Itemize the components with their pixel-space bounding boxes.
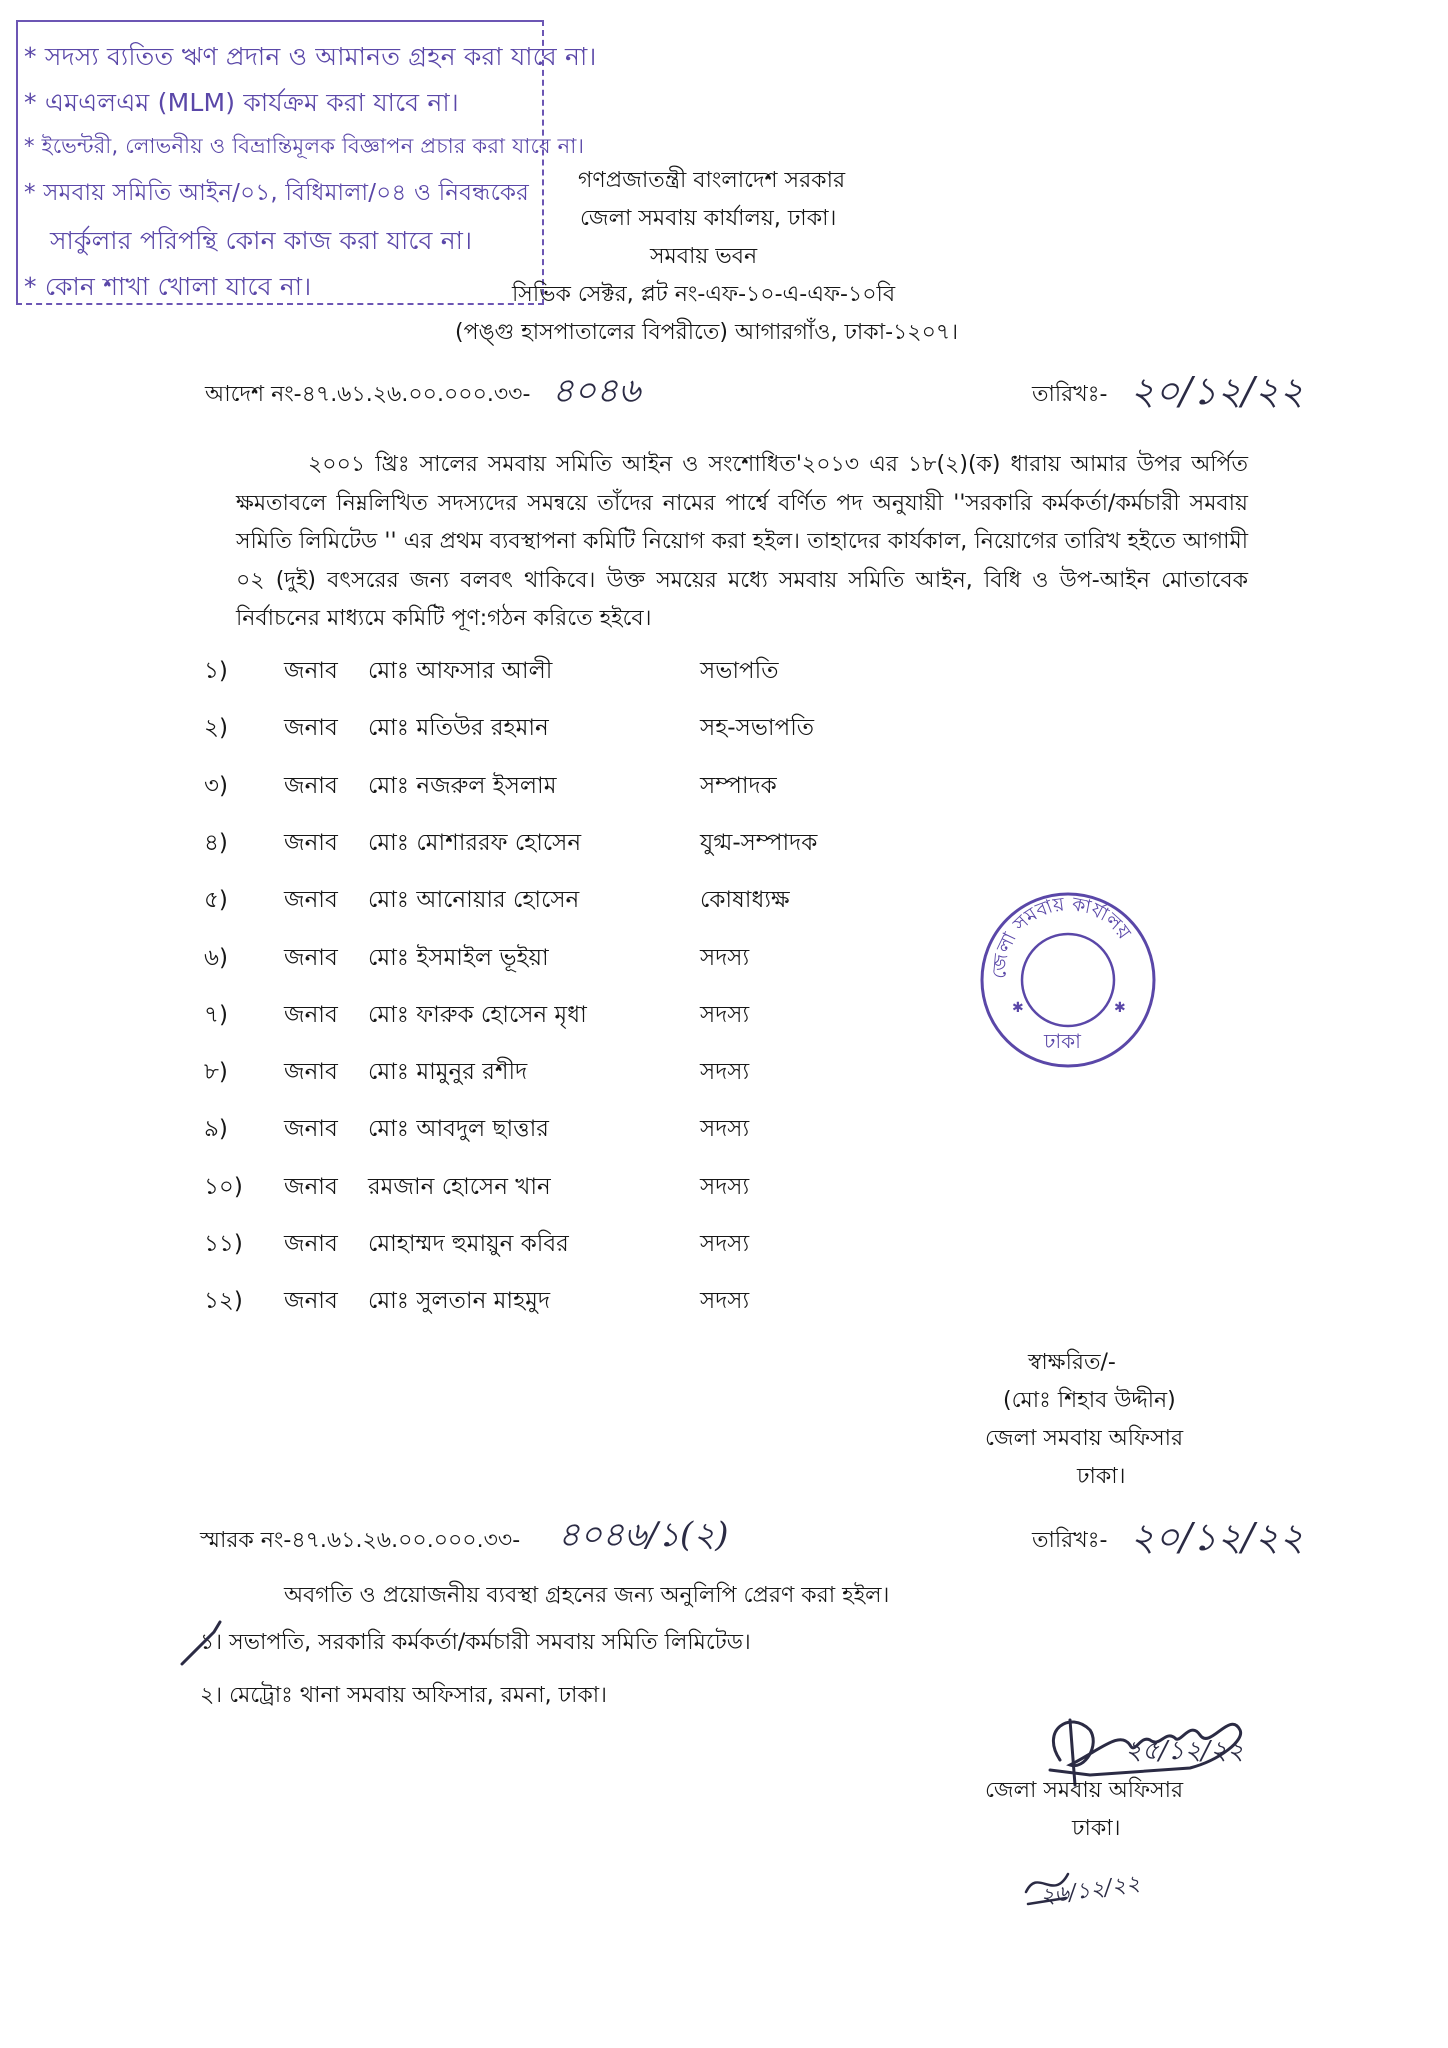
member-name: মোঃ মোশাররফ হোসেন (368, 829, 582, 856)
order-date-label: তারিখঃ- (1032, 382, 1108, 407)
memo-number-label: স্মারক নং-৪৭.৬১.২৬.০০.০০০.৩৩- (200, 1528, 521, 1553)
header-government: গণপ্রজাতন্ত্রী বাংলাদেশ সরকার (578, 168, 846, 193)
member-role: সহ-সভাপতি (700, 715, 815, 742)
member-row (0, 889, 1448, 929)
member-name: মোঃ আফসার আলী (368, 658, 553, 684)
check-mark-icon (176, 1612, 236, 1672)
header-building: সমবায় ভবন (650, 244, 758, 269)
signatory-name: (মোঃ শিহাব উদ্দীন) (1003, 1388, 1176, 1413)
member-honorific: জনাব (284, 887, 338, 914)
member-name: রমজান হোসেন খান (368, 1173, 551, 1200)
memo-date-handwritten: ২০/১২/২২ (1130, 1515, 1304, 1559)
notice-line-6: * কোন শাখা খোলা যাবে না। (24, 272, 312, 301)
member-honorific: জনাব (284, 1173, 338, 1200)
notice-line-3: * ইভেন্টরী, লোভনীয় ও বিভ্রান্তিমূলক বিজ্ঞাপন প্রচার করা যাবে না। (24, 134, 585, 158)
seal-city-text: ঢাকা (1044, 1029, 1081, 1053)
member-honorific: জনাব (284, 1059, 338, 1086)
member-number: ১২) (204, 1288, 243, 1315)
member-honorific: জনাব (284, 658, 338, 684)
member-honorific: জনাব (284, 1231, 338, 1257)
member-row (0, 829, 1448, 872)
member-number: ৫) (204, 887, 228, 914)
member-number: ৬) (204, 944, 228, 971)
seal-arc-text: জেলা সমবায় কার্যালয় (988, 893, 1136, 980)
member-role: সদস্য (700, 1059, 750, 1086)
member-number: ৮) (204, 1059, 228, 1086)
notice-stamp-box (16, 20, 597, 305)
member-name: মোঃ আবদুল ছাত্তার (368, 1116, 549, 1143)
header-address-1: সিভিক সেক্টর, প্লট নং-এফ-১০-এ-এফ-১০বি (512, 282, 896, 307)
member-name: মোঃ আনোয়ার হোসেন (368, 887, 580, 914)
member-honorific: জনাব (284, 1288, 338, 1315)
member-name: মোঃ ফারুক হোসেন মৃধা (368, 1001, 587, 1028)
member-name: মোঃ মামুনুর রশীদ (368, 1059, 528, 1086)
seal-star-right-icon: ✱ (1114, 1000, 1126, 1016)
member-honorific: জনাব (284, 944, 338, 971)
member-honorific: জনাব (284, 1001, 338, 1028)
member-number: ৩) (204, 772, 228, 799)
member-role: কোষাধ্যক্ষ (700, 887, 790, 914)
member-role: সদস্য (700, 1288, 750, 1315)
memo-intro: অবগতি ও প্রয়োজনীয় ব্যবস্থা গ্রহনের জন্য অনুলিপি প্রেরণ করা হইল। (284, 1583, 890, 1608)
member-row (0, 772, 1448, 815)
member-honorific: জনাব (284, 1116, 338, 1143)
member-name: মোঃ ইসমাইল ভূইয়া (368, 944, 549, 971)
member-honorific: জনাব (284, 715, 338, 742)
seal-inner-ring (1022, 934, 1114, 1026)
order-body-paragraph: ২০০১ খ্রিঃ সালের সমবায় সমিতি আইন ও সংশোধিত'২০১৩ এর ১৮(২)(ক) ধারায় আমার উপর অর্পিত ক্ষমতাবলে নিম্নলিখিত সদস্যদের সমন্বয়ে তাঁদের নামের পার্শ্বে বর্ণিত পদ অনুযায়ী ''সরকারি কর্মকর্তা/কর্মচারী সমবায় সমিতি লিমিটেড '' এর প্রথম ব্যবস্থাপনা কমিটি নিয়োগ করা হইল। তাহাদের কার্যকাল, নিয়োগের তারিখ হইতে আগামী ০২ (দুই) বৎসরের জন্য বলবৎ থাকিবে। উক্ত সময়ের মধ্যে সমবায় সমিতি আইন, বিধি ও উপ-আইন মোতাবেক নির্বাচনের মাধ্যমে কমিটি পূণ:গঠন করিতে হইবে। (236, 452, 1248, 631)
member-role: সভাপতি (700, 658, 779, 684)
memo-number-handwritten: ৪০৪৬/১(২) (558, 1515, 729, 1555)
member-role: সদস্য (700, 1116, 750, 1143)
header-address-2: (পঙ্গু হাসপাতালের বিপরীতে) আগারগাঁও, ঢাকা-১২০৭। (455, 320, 959, 345)
footer-signed-date: ২৫/১২/২২ (1125, 1736, 1244, 1766)
member-number: ৭) (204, 1001, 228, 1028)
footer-place: ঢাকা। (1072, 1816, 1121, 1841)
member-number: ১০) (204, 1173, 243, 1200)
member-role: সদস্য (700, 944, 750, 971)
member-row (0, 1290, 1448, 1330)
signatory-place: ঢাকা। (1077, 1464, 1126, 1489)
member-row (0, 1233, 1448, 1273)
member-number: ১) (204, 658, 228, 684)
member-role: যুগ্ম-সম্পাদক (700, 829, 818, 856)
order-date-handwritten: ২০/১২/২২ (1130, 369, 1304, 413)
member-role: সদস্য (700, 1001, 750, 1028)
member-number: ২) (204, 715, 228, 742)
notice-line-5: সার্কুলার পরিপন্থি কোন কাজ করা যাবে না। (50, 226, 473, 255)
member-role: সদস্য (700, 1173, 750, 1200)
member-number: ৪) (204, 829, 228, 856)
member-role: সদস্য (700, 1231, 750, 1257)
member-honorific: জনাব (284, 829, 338, 856)
notice-line-2: * এমএলএম (MLM) কার্যক্রম করা যাবে না। (24, 88, 459, 117)
order-number-label: আদেশ নং-৪৭.৬১.২৬.০০.০০০.৩৩- (205, 382, 531, 407)
member-name: মোঃ নজরুল ইসলাম (368, 772, 557, 799)
member-number: ৯) (204, 1116, 228, 1143)
initial-date: ২৬/১২/২২ (1038, 1871, 1142, 1910)
footer-designation: জেলা সমবায় অফিসার (985, 1778, 1184, 1803)
member-row (0, 1173, 1448, 1216)
memo-copy-2: ২। মেট্রোঃ থানা সমবায় অফিসার, রমনা, ঢাকা। (200, 1683, 608, 1708)
member-name: মোঃ মতিউর রহমান (368, 715, 549, 742)
member-row (0, 717, 1448, 757)
official-seal (978, 890, 1158, 1070)
member-honorific: জনাব (284, 772, 338, 799)
member-number: ১১) (204, 1231, 243, 1257)
member-name: মোহাম্মদ হুমায়ুন কবির (368, 1231, 569, 1257)
order-number-handwritten: ৪০৪৬ (552, 371, 641, 411)
member-row (0, 1001, 1448, 1044)
member-row (0, 1061, 1448, 1101)
signed-label: স্বাক্ষরিত/- (1028, 1350, 1116, 1375)
header-office: জেলা সমবায় কার্যালয়, ঢাকা। (580, 206, 837, 231)
notice-line-1: * সদস্য ব্যতিত ঋণ প্রদান ও আমানত গ্রহন করা যাবে না। (24, 42, 597, 71)
member-row (0, 660, 1448, 700)
member-row (0, 944, 1448, 987)
member-role: সম্পাদক (700, 772, 777, 799)
memo-copy-1: ১। সভাপতি, সরকারি কর্মকর্তা/কর্মচারী সমবায় সমিতি লিমিটেড। (200, 1630, 751, 1655)
seal-star-left-icon: ✱ (1012, 1000, 1024, 1016)
signatory-designation: জেলা সমবায় অফিসার (985, 1426, 1184, 1451)
member-row (0, 1118, 1448, 1158)
notice-line-4: * সমবায় সমিতি আইন/০১, বিধিমালা/০৪ ও নিবন্ধকের (24, 180, 529, 206)
memo-date-label: তারিখঃ- (1032, 1528, 1108, 1553)
member-name: মোঃ সুলতান মাহমুদ (368, 1288, 551, 1315)
